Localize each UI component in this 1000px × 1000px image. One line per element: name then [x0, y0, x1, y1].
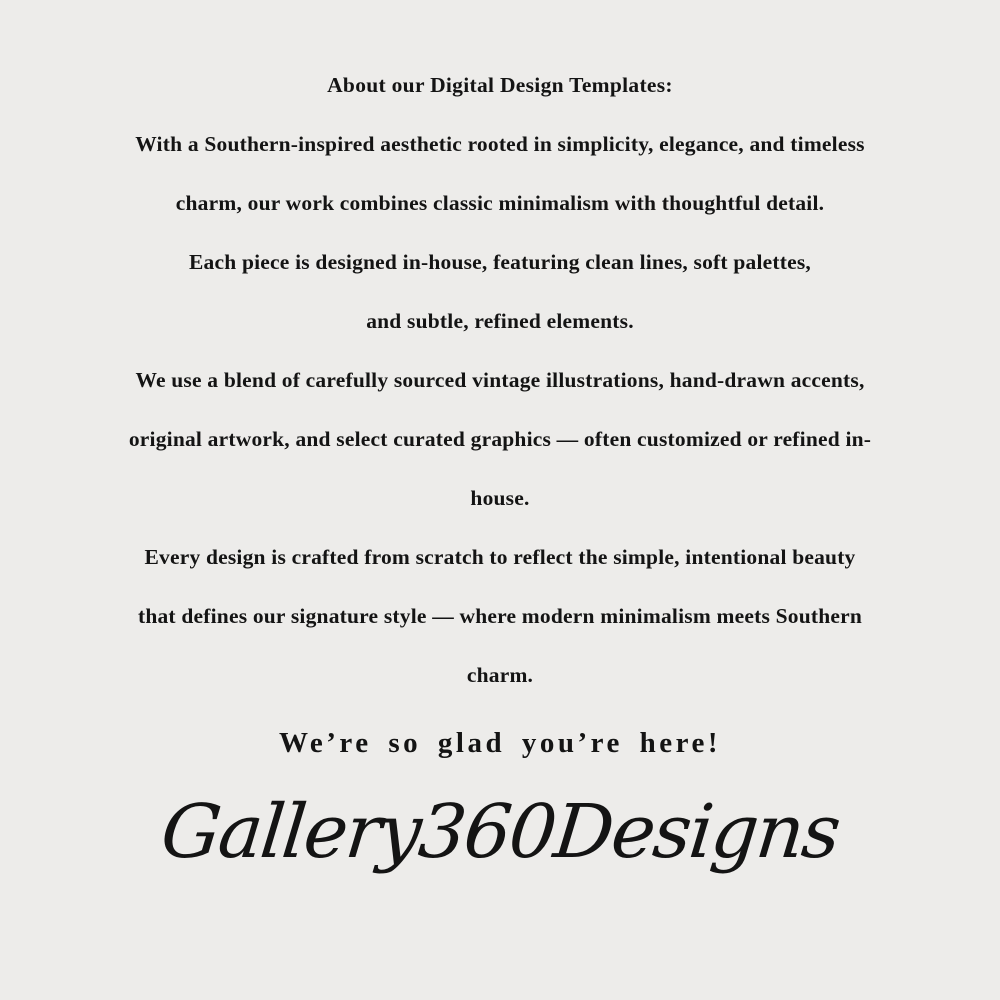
about-heading: About our Digital Design Templates:	[327, 73, 673, 97]
about-text-line: Every design is crafted from scratch to reflect the simple, intentional beauty	[144, 545, 856, 569]
about-text-line: charm, our work combines classic minimalism with thoughtful detail.	[175, 191, 825, 215]
about-text-line: Each piece is designed in-house, featuring clean lines, soft palettes,	[189, 250, 811, 274]
about-text-line: With a Southern-inspired aesthetic rooted in simplicity, elegance, and timeless	[135, 132, 865, 156]
about-text-line: original artwork, and select curated graphics — often customized or refined in-	[128, 427, 872, 451]
about-text-line: and subtle, refined elements.	[366, 309, 634, 333]
about-text-line: that defines our signature style — where modern minimalism meets Southern	[137, 604, 863, 628]
welcome-message: We’re so glad you’re here!	[278, 727, 721, 759]
about-text-line: charm.	[466, 663, 534, 687]
about-text-line: We use a blend of carefully sourced vintage illustrations, hand-drawn accents,	[135, 368, 865, 392]
brand-logo-script: Gallery360Designs	[157, 789, 843, 875]
about-text-line: house.	[470, 486, 530, 510]
